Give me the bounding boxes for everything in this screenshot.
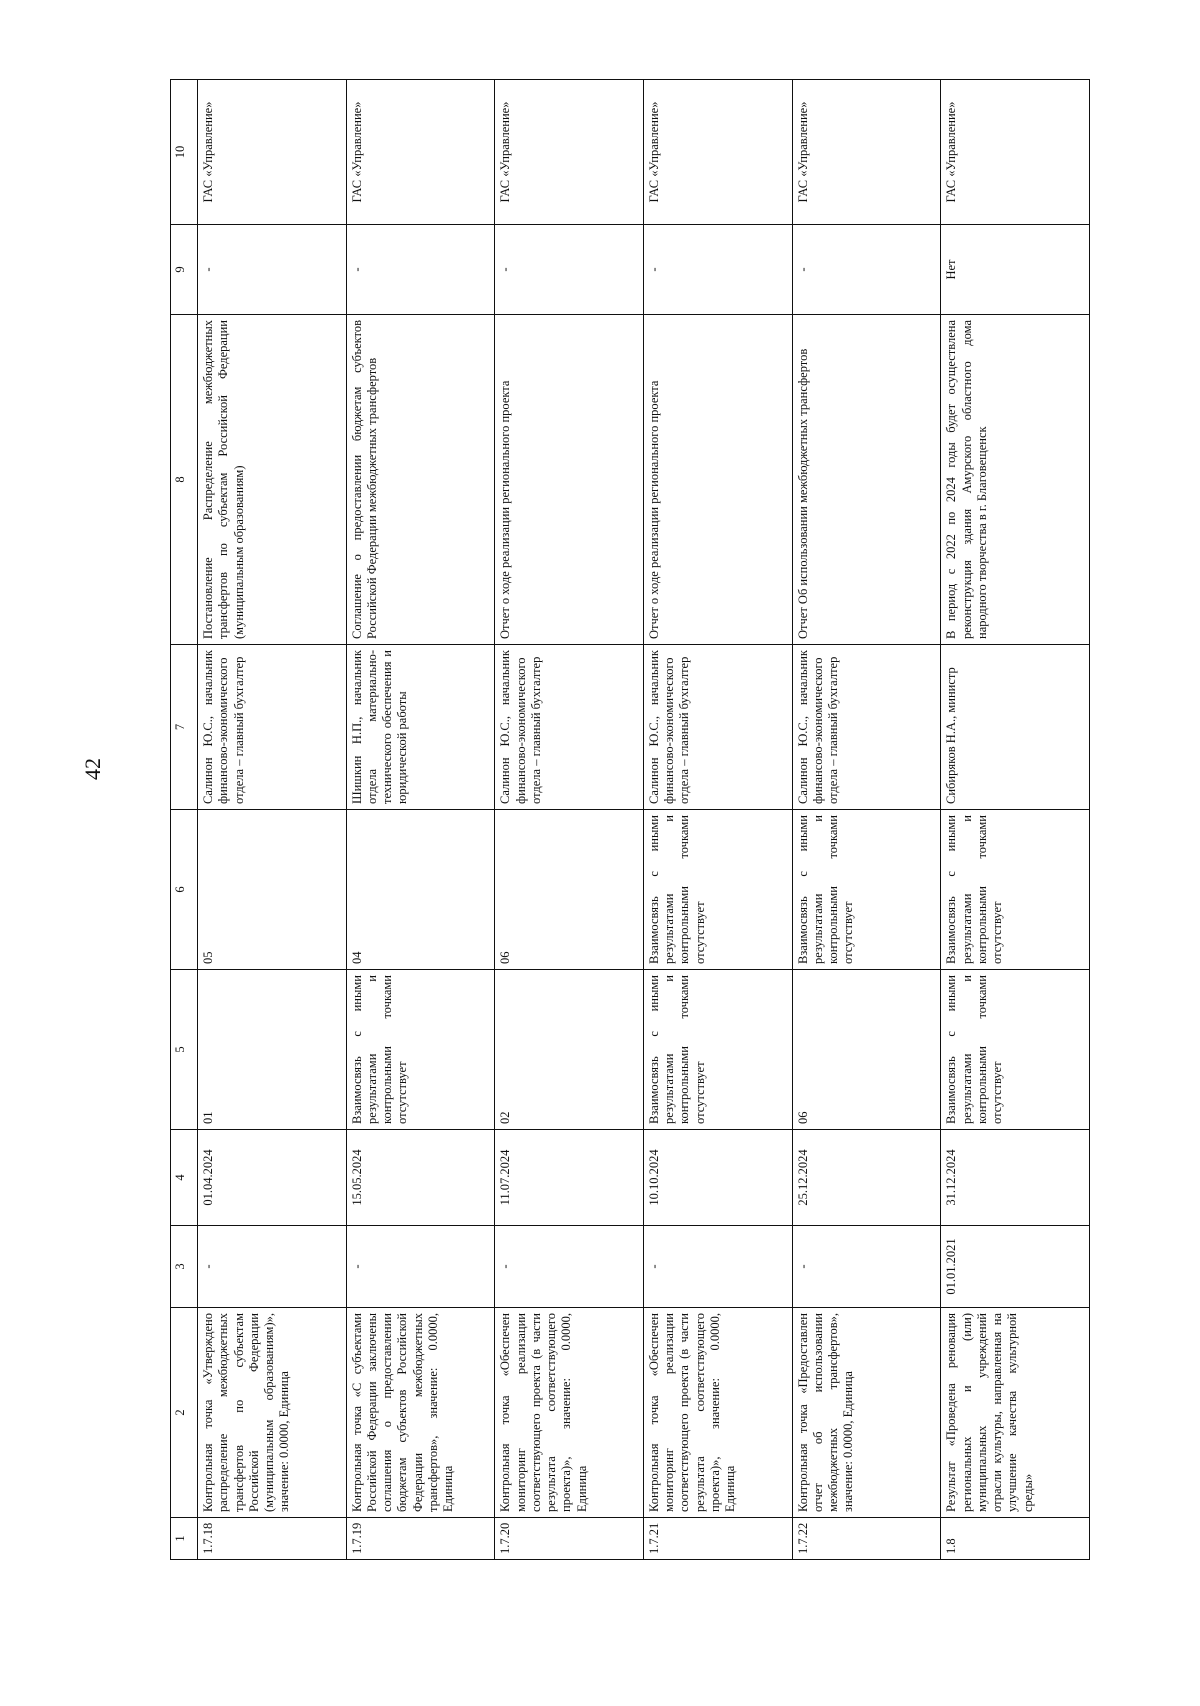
column-header: 10	[171, 80, 198, 225]
start-date: 01.01.2021	[941, 1226, 1090, 1308]
page-number: 42	[80, 758, 105, 780]
row-name: Контрольная точка «Утверждено распределение межбюджетных трансфертов по субъектам Российской Федерации (муниципальным образованиям)», значение: 0.0000, Единица	[198, 1308, 347, 1518]
start-date: -	[792, 1226, 941, 1308]
row-name: Контрольная точка «Предоставлен отчет об использовании межбюджетных трансфертов», значение: 0.0000, Единица	[792, 1308, 941, 1518]
flag: -	[198, 225, 347, 315]
document: Отчет о ходе реализации регионального проекта	[495, 315, 644, 645]
document: В период с 2022 по 2024 годы будет осуществлена реконструкция здания Амурского областного дома народного творчества в г. Благовещенск	[941, 315, 1090, 645]
column-header: 7	[171, 645, 198, 810]
column-header: 2	[171, 1308, 198, 1518]
end-date: 25.12.2024	[792, 1130, 941, 1226]
end-date: 15.05.2024	[346, 1130, 495, 1226]
row-name: Контрольная точка «Обеспечен мониторинг реализации соответствующего проекта (в части результата соответствующего проекта)», значение: 0.0000, Единица	[495, 1308, 644, 1518]
end-date: 10.10.2024	[643, 1130, 792, 1226]
successors: 05	[198, 810, 347, 970]
successors: Взаимосвязь с иными результатами и контрольными точками отсутствует	[941, 810, 1090, 970]
column-header: 3	[171, 1226, 198, 1308]
successors: 06	[495, 810, 644, 970]
responsible: Салинон Ю.С., начальник финансово-экономического отдела – главный бухгалтер	[792, 645, 941, 810]
predecessors: Взаимосвязь с иными результатами и контрольными точками отсутствует	[941, 970, 1090, 1130]
predecessors: 01	[198, 970, 347, 1130]
predecessors: Взаимосвязь с иными результатами и контрольными точками отсутствует	[346, 970, 495, 1130]
start-date: -	[495, 1226, 644, 1308]
row-number: 1.7.21	[643, 1518, 792, 1560]
predecessors: 02	[495, 970, 644, 1130]
system: ГАС «Управление»	[792, 80, 941, 225]
document: Соглашение о предоставлении бюджетам субъектов Российской Федерации межбюджетных трансфертов	[346, 315, 495, 645]
row-number: 1.7.19	[346, 1518, 495, 1560]
row-name: Контрольная точка «Обеспечен мониторинг реализации соответствующего проекта (в части результата соответствующего проекта)», значение: 0.0000, Единица	[643, 1308, 792, 1518]
flag: -	[643, 225, 792, 315]
table-row	[643, 80, 792, 1560]
system: ГАС «Управление»	[941, 80, 1090, 225]
responsible: Салинон Ю.С., начальник финансово-экономического отдела – главный бухгалтер	[643, 645, 792, 810]
start-date: -	[346, 1226, 495, 1308]
column-header: 8	[171, 315, 198, 645]
flag: -	[495, 225, 644, 315]
flag: Нет	[941, 225, 1090, 315]
row-number: 1.7.22	[792, 1518, 941, 1560]
end-date: 11.07.2024	[495, 1130, 644, 1226]
document: Постановление Распределение межбюджетных трансфертов по субъектам Российской Федерации (муниципальным образованиям)	[198, 315, 347, 645]
control-points-table	[170, 79, 1090, 1560]
start-date: -	[198, 1226, 347, 1308]
column-header: 4	[171, 1130, 198, 1226]
successors: 04	[346, 810, 495, 970]
system: ГАС «Управление»	[346, 80, 495, 225]
flag: -	[792, 225, 941, 315]
table-row	[495, 80, 644, 1560]
document: Отчет Об использовании межбюджетных трансфертов	[792, 315, 941, 645]
responsible: Шишкин Н.П., начальник отдела материально-технического обеспечения и юридической работы	[346, 645, 495, 810]
row-number: 1.7.20	[495, 1518, 644, 1560]
table-row	[346, 80, 495, 1560]
column-header: 6	[171, 810, 198, 970]
end-date: 31.12.2024	[941, 1130, 1090, 1226]
row-name: Результат «Проведена реновация региональных и (или) муниципальных учреждений отрасли культуры, направленная на улучшение качества культурной среды»	[941, 1308, 1090, 1518]
responsible: Салинон Ю.С., начальник финансово-экономического отдела – главный бухгалтер	[495, 645, 644, 810]
rotated-table-sheet	[170, 80, 1090, 1560]
row-number: 1.8	[941, 1518, 1090, 1560]
header-row	[171, 80, 198, 1560]
successors: Взаимосвязь с иными результатами и контрольными точками отсутствует	[792, 810, 941, 970]
system: ГАС «Управление»	[198, 80, 347, 225]
responsible: Сибиряков Н.А., министр	[941, 645, 1090, 810]
start-date: -	[643, 1226, 792, 1308]
system: ГАС «Управление»	[643, 80, 792, 225]
flag: -	[346, 225, 495, 315]
responsible: Салинон Ю.С., начальник финансово-экономического отдела – главный бухгалтер	[198, 645, 347, 810]
table-row	[792, 80, 941, 1560]
system: ГАС «Управление»	[495, 80, 644, 225]
end-date: 01.04.2024	[198, 1130, 347, 1226]
column-header: 1	[171, 1518, 198, 1560]
row-number: 1.7.18	[198, 1518, 347, 1560]
table-row	[941, 80, 1090, 1560]
predecessors: Взаимосвязь с иными результатами и контрольными точками отсутствует	[643, 970, 792, 1130]
successors: Взаимосвязь с иными результатами и контрольными точками отсутствует	[643, 810, 792, 970]
predecessors: 06	[792, 970, 941, 1130]
document: Отчет о ходе реализации регионального проекта	[643, 315, 792, 645]
row-name: Контрольная точка «С субъектами Российской Федерации заключены соглашения о предоставлении бюджетам субъектов Российской Федерации межбюджетных трансфертов», значение: 0.0000, Единица	[346, 1308, 495, 1518]
column-header: 9	[171, 225, 198, 315]
table-row	[198, 80, 347, 1560]
column-header: 5	[171, 970, 198, 1130]
